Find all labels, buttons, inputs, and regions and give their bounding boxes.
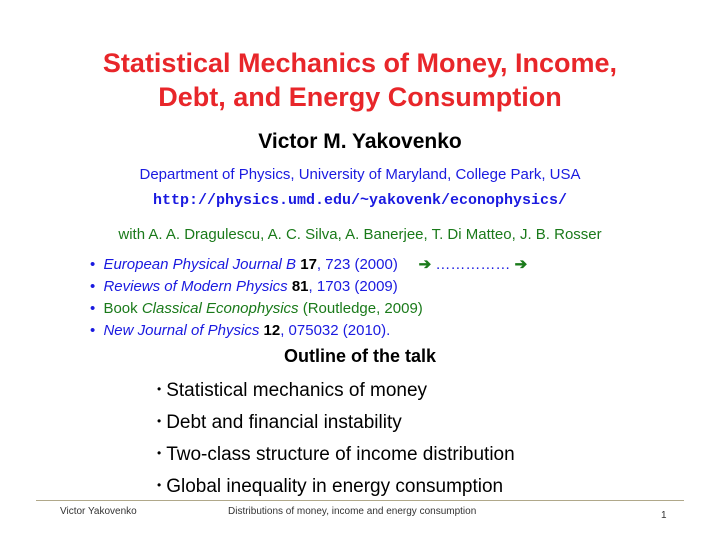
- journal-name: New Journal of Physics: [103, 322, 260, 339]
- reference-4: [90, 320, 527, 342]
- references-list: [90, 254, 527, 342]
- website-url[interactable]: http://physics.umd.edu/~yakovenk/econophysics/: [152, 192, 568, 209]
- bullet: •: [157, 478, 162, 492]
- outline-item-1: Statistical mechanics of money: [166, 380, 428, 401]
- footer-divider: [36, 500, 684, 501]
- volume: 17: [300, 256, 317, 273]
- reference-3: [90, 298, 527, 320]
- outline-heading: Outline of the talk: [283, 346, 436, 366]
- list-item: [157, 406, 515, 438]
- citation-rest: , 075032 (2010).: [280, 322, 391, 339]
- bullet: •: [157, 414, 162, 428]
- author-name: Victor M. Yakovenko: [258, 130, 462, 153]
- outline-item-4: Global inequality in energy consumption: [166, 476, 504, 497]
- book-title: Classical Econophysics: [141, 300, 299, 317]
- citation-rest: (Routledge, 2009): [302, 300, 423, 317]
- footer-author: Victor Yakovenko: [60, 506, 137, 517]
- title-line-1: Statistical Mechanics of Money, Income,: [102, 48, 618, 78]
- title-line-2: Debt, and Energy Consumption: [158, 82, 562, 112]
- arrow-right-icon: ➔: [418, 256, 432, 273]
- ellipsis-dots: ……………: [435, 256, 511, 273]
- bullet: •: [90, 256, 96, 273]
- page-number: 1: [661, 510, 667, 521]
- slide-title: [0, 46, 720, 114]
- bullet: •: [90, 278, 96, 295]
- department: Department of Physics, University of Maryland, College Park, USA: [139, 166, 581, 183]
- volume: 81: [291, 278, 309, 295]
- bullet: •: [157, 446, 162, 460]
- outline-item-2: Debt and financial instability: [166, 412, 402, 433]
- bullet: •: [90, 322, 96, 339]
- journal-name: European Physical Journal B: [103, 256, 297, 273]
- collaborators: with A. A. Dragulescu, A. C. Silva, A. Banerjee, T. Di Matteo, J. B. Rosser: [118, 226, 602, 243]
- journal-name: Reviews of Modern Physics: [103, 278, 288, 295]
- reference-2: [90, 276, 527, 298]
- outline-list: [157, 374, 515, 502]
- list-item: [157, 438, 515, 470]
- outline-item-3: Two-class structure of income distribution: [166, 444, 515, 465]
- list-item: [157, 470, 515, 502]
- citation-rest: , 1703 (2009): [308, 278, 398, 295]
- bullet: •: [157, 382, 162, 396]
- citation-rest: , 723 (2000): [316, 256, 398, 273]
- bullet: •: [90, 300, 96, 317]
- arrow-right-icon: ➔: [514, 256, 528, 273]
- reference-1: [90, 254, 527, 276]
- volume: 12: [263, 322, 281, 339]
- list-item: [157, 374, 515, 406]
- book-prefix: Book: [103, 300, 138, 317]
- footer-title: Distributions of money, income and energy consumption: [228, 506, 477, 517]
